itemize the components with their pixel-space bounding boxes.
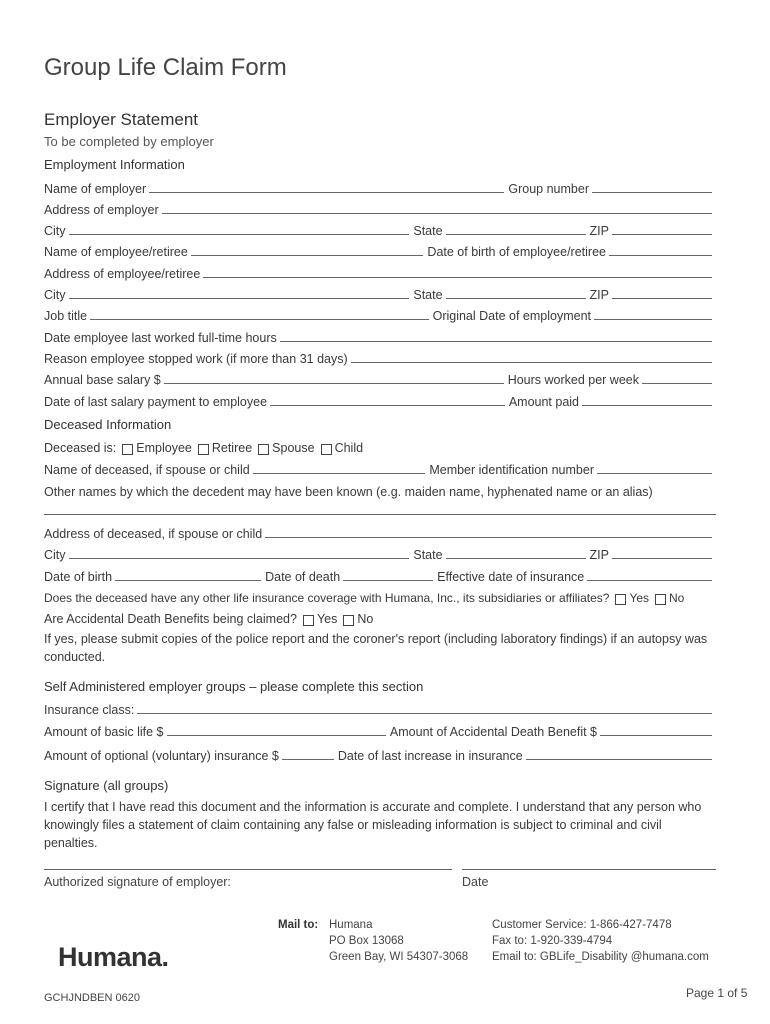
deceased-is-label: Deceased is: bbox=[44, 441, 117, 455]
subtitle: To be completed by employer bbox=[44, 134, 214, 149]
row-employee-city bbox=[44, 284, 716, 302]
row-deceased-is bbox=[44, 437, 716, 455]
row-insurance-class bbox=[44, 699, 716, 717]
employee-address-label: Address of employee/retiree bbox=[44, 267, 201, 281]
amount-paid-field[interactable] bbox=[582, 404, 712, 406]
accidental-no-checkbox[interactable] bbox=[343, 615, 354, 626]
employer-city-field[interactable] bbox=[69, 233, 410, 235]
basic-life-field[interactable] bbox=[167, 734, 386, 736]
group-number-field[interactable] bbox=[592, 191, 712, 193]
hours-week-field[interactable] bbox=[642, 382, 712, 384]
date-of-death-field[interactable] bbox=[343, 579, 433, 581]
employer-address-field[interactable] bbox=[162, 212, 712, 214]
employee-checkbox[interactable] bbox=[122, 444, 133, 455]
row-other-coverage bbox=[44, 587, 716, 605]
customer-service: Customer Service: 1-866-427-7478 bbox=[492, 919, 672, 931]
employee-zip-field[interactable] bbox=[612, 297, 712, 299]
deceased-heading: Deceased Information bbox=[44, 417, 172, 432]
basic-life-label: Amount of basic life $ bbox=[44, 725, 164, 739]
job-title-field[interactable] bbox=[90, 318, 429, 320]
last-increase-label: Date of last increase in insurance bbox=[337, 749, 523, 763]
coverage-no-checkbox[interactable] bbox=[655, 594, 666, 605]
accidental-yes-checkbox[interactable] bbox=[303, 615, 314, 626]
date-field[interactable] bbox=[462, 869, 716, 870]
retiree-checkbox[interactable] bbox=[198, 444, 209, 455]
row-last-salary bbox=[44, 391, 716, 409]
if-yes-note: If yes, please submit copies of the police report and the coroner's report (including laboratory findings) if an autopsy was conducted. bbox=[44, 632, 708, 664]
effective-date-field[interactable] bbox=[587, 579, 712, 581]
effective-date-label: Effective date of insurance bbox=[437, 570, 585, 584]
dob-label: Date of birth bbox=[44, 570, 113, 584]
other-coverage-label: Does the deceased have any other life insurance coverage with Humana, Inc., its subsidiaries or affiliates? bbox=[44, 591, 610, 605]
row-accidental bbox=[44, 608, 716, 626]
optional-field[interactable] bbox=[282, 758, 334, 760]
coverage-yes-checkbox[interactable] bbox=[615, 594, 626, 605]
city-label: City bbox=[44, 548, 66, 562]
zip-label: ZIP bbox=[589, 548, 609, 562]
row-basic-life bbox=[44, 721, 716, 739]
date-label: Date bbox=[462, 875, 489, 889]
row-salary bbox=[44, 369, 716, 387]
date-last-worked-field[interactable] bbox=[280, 340, 712, 342]
deceased-city-field[interactable] bbox=[69, 557, 410, 559]
child-option: Child bbox=[334, 441, 364, 455]
employer-name-label: Name of employer bbox=[44, 182, 147, 196]
accidental-yes-option: Yes bbox=[316, 612, 338, 626]
optional-label: Amount of optional (voluntary) insurance $ bbox=[44, 749, 279, 763]
amount-paid-label: Amount paid bbox=[508, 395, 579, 409]
row-employee-name bbox=[44, 241, 716, 259]
hours-week-label: Hours worked per week bbox=[507, 373, 639, 387]
state-label: State bbox=[413, 224, 443, 238]
fax-number: Fax to: 1-920-339-4794 bbox=[492, 935, 613, 947]
row-deceased-name bbox=[44, 459, 716, 477]
date-last-worked-label: Date employee last worked full-time hours bbox=[44, 331, 277, 345]
row-optional bbox=[44, 745, 716, 763]
row-employer-city bbox=[44, 220, 716, 238]
spouse-checkbox[interactable] bbox=[258, 444, 269, 455]
employee-state-field[interactable] bbox=[446, 297, 586, 299]
accidental-benefit-label: Amount of Accidental Death Benefit $ bbox=[389, 725, 597, 739]
employment-heading: Employment Information bbox=[44, 157, 185, 172]
deceased-name-label: Name of deceased, if spouse or child bbox=[44, 463, 250, 477]
mail-to-label: Mail to: bbox=[278, 919, 319, 931]
employee-name-label: Name of employee/retiree bbox=[44, 245, 188, 259]
form-code: GCHJNDBEN 0620 bbox=[44, 992, 140, 1004]
deceased-state-field[interactable] bbox=[446, 557, 586, 559]
row-reason-stopped bbox=[44, 348, 716, 366]
employer-address-label: Address of employer bbox=[44, 203, 159, 217]
reason-stopped-label: Reason employee stopped work (if more than 31 days) bbox=[44, 352, 348, 366]
employee-option: Employee bbox=[136, 441, 192, 455]
group-number-label: Group number bbox=[508, 182, 589, 196]
row-employee-address bbox=[44, 263, 716, 281]
employee-dob-label: Date of birth of employee/retiree bbox=[427, 245, 606, 259]
city-label: City bbox=[44, 224, 66, 238]
date-of-death-label: Date of death bbox=[265, 570, 341, 584]
deceased-zip-field[interactable] bbox=[612, 557, 712, 559]
row-date-last-worked bbox=[44, 327, 716, 345]
deceased-name-field[interactable] bbox=[253, 472, 426, 474]
retiree-option: Retiree bbox=[211, 441, 253, 455]
job-title-label: Job title bbox=[44, 309, 88, 323]
member-id-label: Member identification number bbox=[429, 463, 594, 477]
address-line-1: Humana bbox=[329, 919, 373, 931]
address-line-2: PO Box 13068 bbox=[329, 935, 404, 947]
annual-salary-field[interactable] bbox=[164, 382, 504, 384]
original-date-label: Original Date of employment bbox=[432, 309, 591, 323]
form-title: Group Life Claim Form bbox=[44, 54, 287, 81]
coverage-no-option: No bbox=[669, 591, 685, 605]
row-deceased-address bbox=[44, 523, 716, 541]
reason-stopped-field[interactable] bbox=[351, 361, 712, 363]
last-increase-field[interactable] bbox=[526, 758, 712, 760]
row-deceased-city bbox=[44, 544, 716, 562]
employee-address-field[interactable] bbox=[203, 276, 712, 278]
address-line-3: Green Bay, WI 54307-3068 bbox=[329, 951, 469, 963]
state-label: State bbox=[413, 548, 443, 562]
coverage-yes-option: Yes bbox=[629, 591, 650, 605]
employee-city-field[interactable] bbox=[69, 297, 410, 299]
insurance-class-field[interactable] bbox=[137, 712, 712, 714]
row-other-names bbox=[44, 481, 716, 499]
other-names-field[interactable] bbox=[44, 514, 716, 515]
row-job-title bbox=[44, 305, 716, 323]
row-dates bbox=[44, 566, 716, 584]
auth-signature-label: Authorized signature of employer: bbox=[44, 875, 231, 889]
page-number: Page 1 of 5 bbox=[686, 986, 748, 1000]
last-salary-label: Date of last salary payment to employee bbox=[44, 395, 268, 409]
humana-logo: Humana. bbox=[58, 942, 169, 972]
self-admin-heading: Self Administered employer groups – please complete this section bbox=[44, 679, 424, 694]
spouse-option: Spouse bbox=[272, 441, 315, 455]
annual-salary-label: Annual base salary $ bbox=[44, 373, 161, 387]
state-label: State bbox=[413, 288, 443, 302]
zip-label: ZIP bbox=[589, 288, 609, 302]
contact-info bbox=[492, 917, 709, 965]
accidental-label: Are Accidental Death Benefits being claimed? bbox=[44, 612, 297, 626]
employer-state-field[interactable] bbox=[446, 233, 586, 235]
other-names-label: Other names by which the decedent may have been known (e.g. maiden name, hyphenated name or an alias) bbox=[44, 485, 653, 499]
email-address: Email to: GBLife_Disability @humana.com bbox=[492, 951, 709, 963]
accidental-benefit-field[interactable] bbox=[600, 734, 712, 736]
last-salary-field[interactable] bbox=[270, 404, 505, 406]
accidental-no-option: No bbox=[357, 612, 374, 626]
child-checkbox[interactable] bbox=[321, 444, 332, 455]
city-label: City bbox=[44, 288, 66, 302]
original-date-field[interactable] bbox=[594, 318, 712, 320]
row-employer bbox=[44, 178, 716, 196]
section-title: Employer Statement bbox=[44, 110, 199, 129]
mail-address bbox=[329, 917, 468, 965]
zip-label: ZIP bbox=[589, 224, 609, 238]
signature-heading: Signature (all groups) bbox=[44, 778, 169, 793]
signature-field[interactable] bbox=[44, 869, 452, 870]
deceased-address-label: Address of deceased, if spouse or child bbox=[44, 527, 263, 541]
employer-zip-field[interactable] bbox=[612, 233, 712, 235]
employee-name-field[interactable] bbox=[191, 254, 424, 256]
deceased-address-field[interactable] bbox=[265, 536, 712, 538]
employee-dob-field[interactable] bbox=[609, 254, 712, 256]
member-id-field[interactable] bbox=[597, 472, 712, 474]
row-employer-address bbox=[44, 199, 716, 217]
employer-name-field[interactable] bbox=[149, 191, 504, 193]
certify-text: I certify that I have read this document and the information is accurate and complete. I understand that any person who knowingly files a statement of claim containing any false or misleading information is subject to criminal and civil penalties. bbox=[44, 800, 702, 850]
dob-field[interactable] bbox=[115, 579, 261, 581]
insurance-class-label: Insurance class: bbox=[44, 703, 135, 717]
